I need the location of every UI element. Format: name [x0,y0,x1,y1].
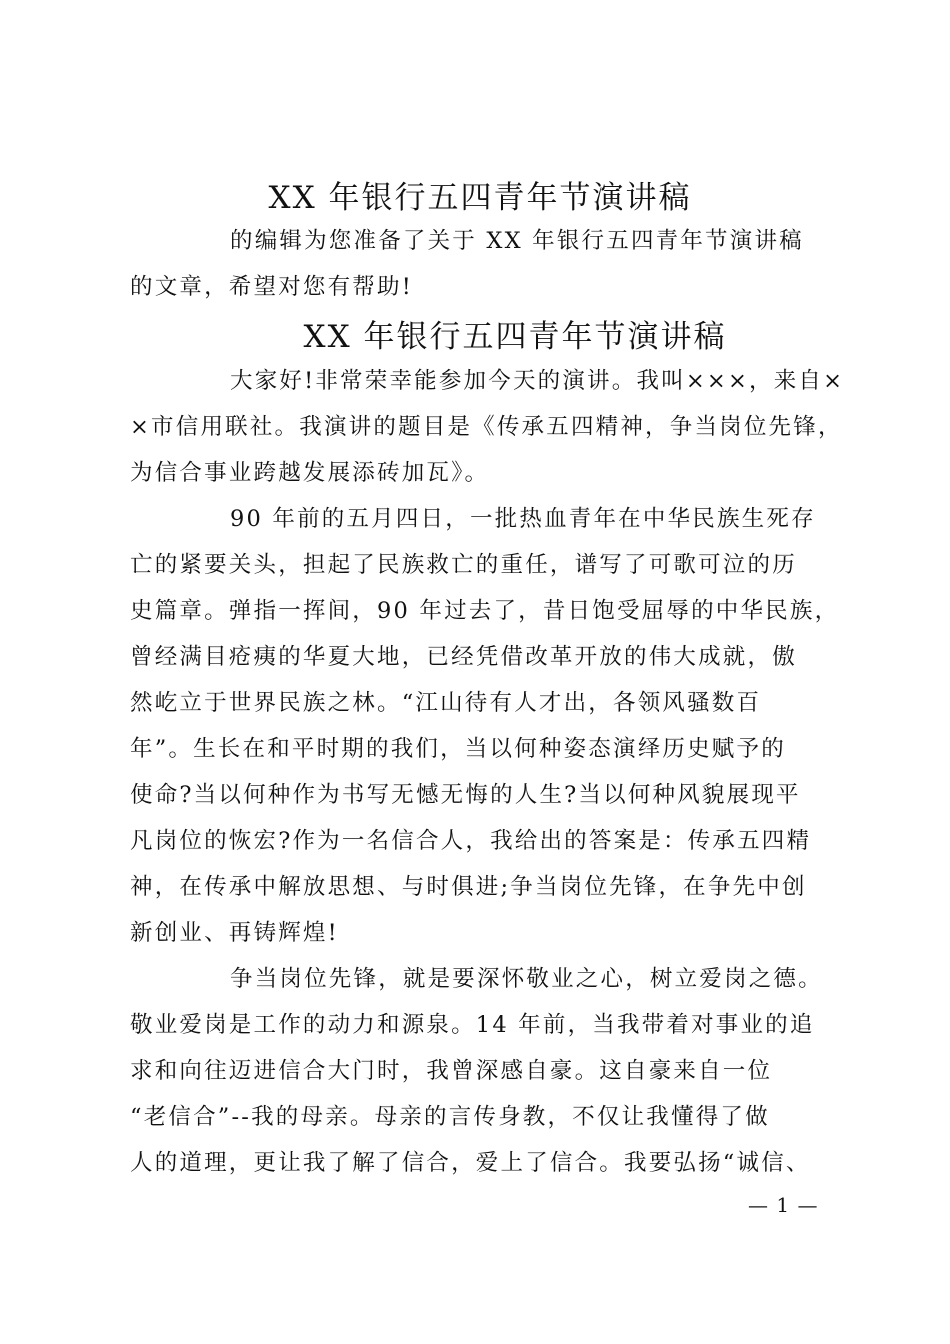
paragraph-line: 新创业、再铸辉煌! [130,920,339,946]
paragraph-line: 求和向往迈进信合大门时，我曾深感自豪。这自豪来自一位 [130,1058,773,1084]
paragraph-line: 史篇章。弹指一挥间，90 年过去了，昔日饱受屈辱的中华民族， [130,598,840,624]
paragraph-line: 为信合事业跨越发展添砖加瓦》。 [130,460,490,486]
paragraph-line: ×市信用联社。我演讲的题目是《传承五四精神，争当岗位先锋， [130,414,843,440]
paragraph-line: 凡岗位的恢宏?作为一名信合人，我给出的答案是：传承五四精 [130,828,812,854]
document-title-main: XX 年银行五四青年节演讲稿 [303,319,727,355]
intro-line: 的文章，希望对您有帮助! [130,274,413,300]
paragraph-line: 曾经满目疮痍的华夏大地，已经凭借改革开放的伟大成就，傲 [130,644,797,670]
document-title-top: XX 年银行五四青年节演讲稿 [268,180,692,216]
paragraph-line: 神，在传承中解放思想、与时俱进;争当岗位先锋，在争先中创 [130,874,807,900]
page-number: — 1 — [748,1193,819,1217]
paragraph-line: 敬业爱岗是工作的动力和源泉。14 年前，当我带着对事业的追 [130,1012,815,1038]
intro-line: 的编辑为您准备了关于 XX 年银行五四青年节演讲稿 [230,228,804,254]
paragraph-line: 亡的紧要关头，担起了民族救亡的重任，谱写了可歌可泣的历 [130,552,797,578]
paragraph-line: 人的道理，更让我了解了信合，爱上了信合。我要弘扬“诚信、 [130,1150,811,1176]
paragraph-line: 然屹立于世界民族之林。“江山待有人才出，各领风骚数百 [130,690,762,716]
paragraph-line: 90 年前的五月四日，一批热血青年在中华民族生死存 [230,506,816,532]
paragraph-line: 争当岗位先锋，就是要深怀敬业之心，树立爱岗之德。 [230,966,823,992]
paragraph-line: 使命?当以何种作为书写无憾无悔的人生?当以何种风貌展现平 [130,782,801,808]
paragraph-line: 年”。生长在和平时期的我们，当以何种姿态演绎历史赋予的 [130,736,786,762]
paragraph-line: 大家好!非常荣幸能参加今天的演讲。我叫×××，来自× [230,368,845,394]
paragraph-line: “老信合”--我的母亲。母亲的言传身教，不仅让我懂得了做 [130,1104,770,1130]
